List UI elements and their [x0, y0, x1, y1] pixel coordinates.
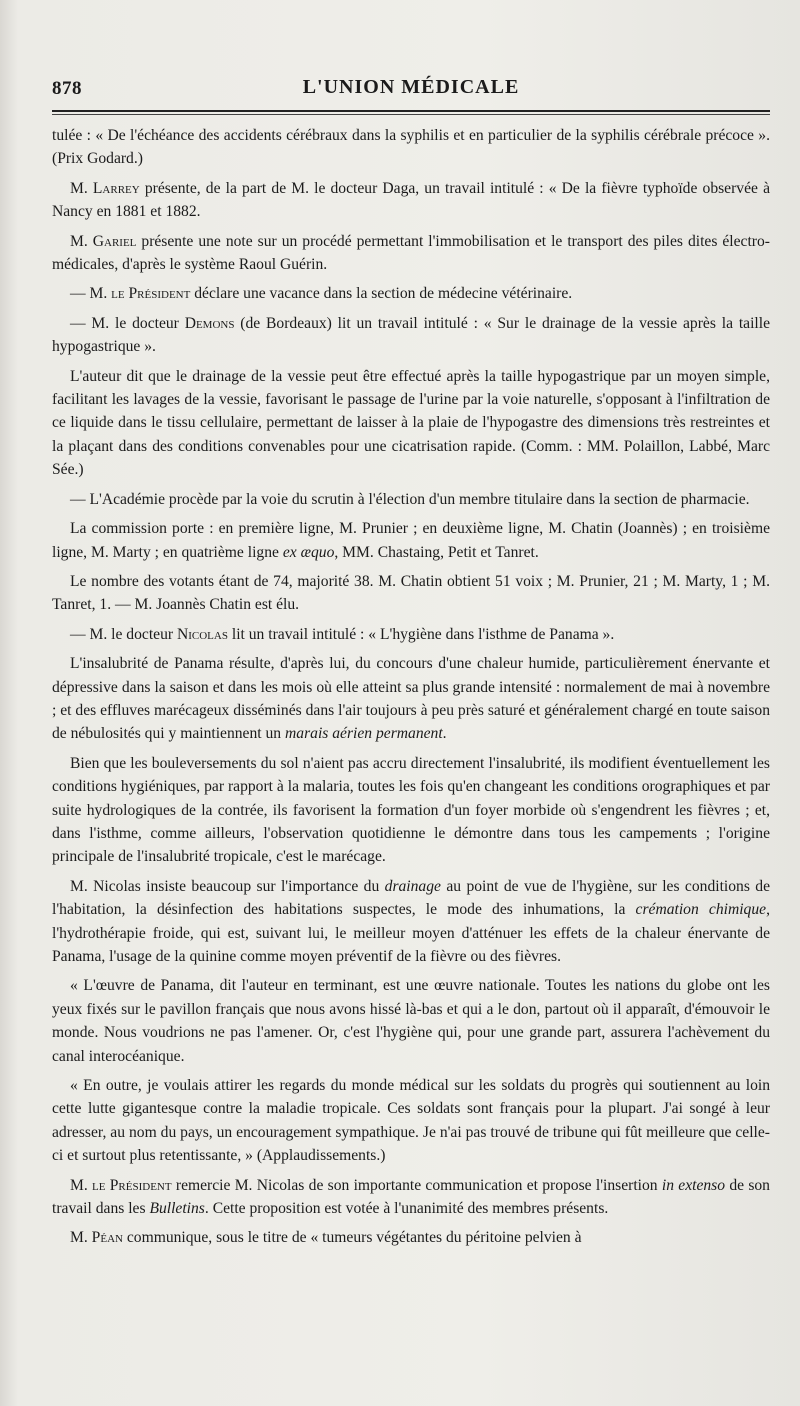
paragraph: Le nombre des votants étant de 74, majorité 38. M. Chatin obtient 51 voix ; M. Prunier, 21 ; M. Marty, 1 ; M. Tanret, 1. — M. Joannès Chatin est élu.: [52, 572, 770, 614]
header-rule-thin: [52, 114, 770, 115]
paragraph: L'auteur dit que le drainage de la vessie peut être effectué après la taille hypogastrique par un moyen simple, facilitant les lavages de la vessie, favorisant le passage de l'urine par la voie naturelle, s'opposant à l'infiltration de ce liquide dans le tissu cellulaire, permettant de laisser à la plaie de l'hypogastre des dimensions très restreintes et la plaçant dans des conditions convenables pour une cicatrisation rapide. (Comm. : MM. Polaillon, Labbé, Marc Sée.): [52, 367, 770, 479]
paragraph: « En outre, je voulais attirer les regards du monde médical sur les soldats du progrès qui soutiennent au loin cette lutte gigantesque contre la maladie tropicale. Ces soldats sont français pour la plupart. J'ai songé à leur adresser, au nom du pays, un encouragement sympathique. Je n'ai pas trouvé de tribune qui fût meilleure que celle-ci et surtout plus retentissante, » (Applaudissements.): [52, 1077, 770, 1165]
paragraph: M. Larrey présente, de la part de M. le docteur Daga, un travail intitulé : « De la fièvre typhoïde observée à Nancy en 1881 et 1882.: [52, 179, 770, 221]
paragraph: M. Gariel présente une note sur un procédé permettant l'immobilisation et le transport des piles dites électro-médicales, d'après le système Raoul Guérin.: [52, 232, 770, 274]
paragraph: Bien que les bouleversements du sol n'aient pas accru directement l'insalubrité, ils modifient éventuellement les conditions hygiéniques, par rapport à la malaria, toutes les fois qu'en changeant les conditions orographiques et par suite hydrologiques de la contrée, ils favorisent la formation d'un foyer morbide où s'engendrent les fièvres ; et, dans l'isthme, comme ailleurs, l'observation quotidienne le démontre dans tous les campements ; l'origine principale de l'insalubrité tropicale, c'est le marécage.: [52, 754, 770, 866]
paragraph: M. le Président remercie M. Nicolas de son importante communication et propose l'insertion in extenso de son travail dans les Bulletins. Cette proposition est votée à l'unanimité des membres présents.: [52, 1176, 770, 1218]
paragraph: tulée : « De l'échéance des accidents cérébraux dans la syphilis et en particulier de la syphilis cérébrale précoce ». (Prix Godard.): [52, 127, 770, 168]
paragraph: — M. le Président déclare une vacance dans la section de médecine vétérinaire.: [70, 285, 573, 303]
page-header: [52, 74, 770, 104]
paragraph: M. Péan communique, sous le titre de « tumeurs végétantes du péritoine pelvien à: [70, 1229, 582, 1247]
paragraph: — L'Académie procède par la voie du scrutin à l'élection d'un membre titulaire dans la section de pharmacie.: [70, 490, 750, 508]
paragraph: M. Nicolas insiste beaucoup sur l'importance du drainage au point de vue de l'hygiène, sur les conditions de l'habitation, la désinfection des habitations suspectes, le mode des inhumations, la crémation chimique, l'hydrothérapie froide, qui est, suivant lui, le meilleur moyen d'atténuer les effets de la chaleur énervante de Panama, l'usage de la quinine comme moyen préventif de la fièvre ou des fièvres.: [52, 877, 770, 965]
paragraph: La commission porte : en première ligne, M. Prunier ; en deuxième ligne, M. Chatin (Joannès) ; en troisième ligne, M. Marty ; en quatrième ligne ex æquo, MM. Chastaing, Petit et Tanret.: [52, 520, 770, 561]
body-text: [52, 124, 770, 1256]
paragraph: — M. le docteur Demons (de Bordeaux) lit un travail intitulé : « Sur le drainage de la vessie après la taille hypogastrique ».: [52, 314, 770, 356]
paragraph: — M. le docteur Nicolas lit un travail intitulé : « L'hygiène dans l'isthme de Panama ».: [70, 625, 615, 643]
paragraph: « L'œuvre de Panama, dit l'auteur en terminant, est une œuvre nationale. Toutes les nations du globe ont les yeux fixés sur le pavillon français que nous avons hissé là-bas et qui a le don, partout où il apparaît, d'émouvoir le monde. Nous voudrions ne pas l'amener. Or, c'est l'hygiène qui, pour une grande part, assurera l'achèvement du canal interocéanique.: [52, 977, 770, 1065]
running-title: L'UNION MÉDICALE: [302, 76, 520, 98]
page-number: 878: [52, 78, 82, 99]
paragraph: L'insalubrité de Panama résulte, d'après lui, du concours d'une chaleur humide, particulièrement énervante et dépressive dans la saison et dans les mois où elle atteint sa plus grande intensité : normalement de mai à novembre ; et des effluves marécageux disséminés dans l'air toujours à peu près saturé et généralement chargé en toute saison de nébulosités qui y maintiennent un marais aérien permanent.: [52, 655, 770, 743]
